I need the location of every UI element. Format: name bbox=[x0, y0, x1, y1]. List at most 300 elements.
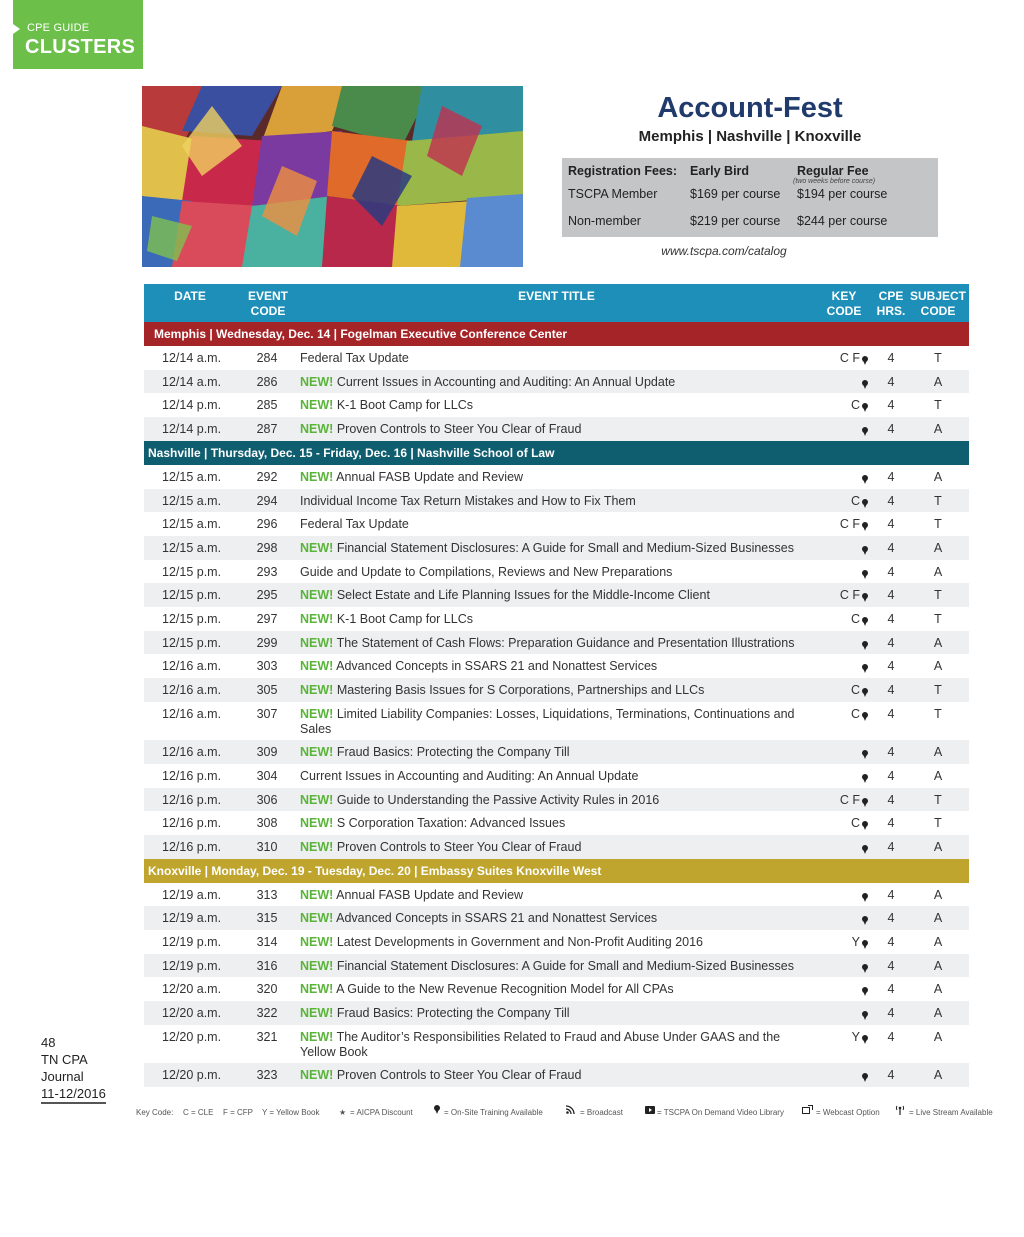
event-code: 321 bbox=[256, 1029, 278, 1044]
onsite-pin-icon bbox=[862, 987, 868, 996]
onsite-pin-icon bbox=[862, 798, 868, 807]
subject-code: T bbox=[934, 588, 942, 603]
new-badge: NEW! bbox=[300, 911, 334, 926]
section-header: Nashville | Thursday, Dec. 15 - Friday, Dec. 16 | Nashville School of Law bbox=[144, 441, 969, 465]
subject-code: T bbox=[934, 493, 942, 508]
subject-code: A bbox=[933, 635, 943, 650]
subject-code: T bbox=[934, 612, 942, 626]
new-badge: NEW! bbox=[300, 540, 334, 555]
event-title-text: Fraud Basics: Protecting the Company Till bbox=[336, 1006, 570, 1021]
new-badge: NEW! bbox=[300, 887, 334, 902]
onsite-pin-icon bbox=[862, 821, 868, 830]
fees-header-label: Registration Fees: bbox=[568, 164, 678, 178]
event-code: 294 bbox=[256, 493, 278, 508]
event-code: 286 bbox=[256, 374, 278, 389]
event-code: 287 bbox=[256, 422, 278, 437]
event-code: 303 bbox=[256, 659, 278, 674]
event-date: 12/14 a.m. bbox=[162, 351, 222, 365]
legend-onsite: = On-Site Training Available bbox=[444, 1108, 543, 1117]
fees-nonmember-early: $219 per course bbox=[690, 214, 781, 228]
subject-code: A bbox=[933, 982, 943, 997]
table-header bbox=[144, 284, 969, 322]
col-event-code: CODE bbox=[250, 304, 286, 318]
event-title-text: Guide to Understanding the Passive Activity Rules in 2016 bbox=[336, 792, 660, 807]
issue-date: 11-12/2016 bbox=[41, 1085, 106, 1104]
subject-code: A bbox=[933, 374, 943, 389]
event-title-text: Proven Controls to Steer You Clear of Fraud bbox=[336, 839, 582, 854]
new-badge: NEW! bbox=[300, 816, 334, 831]
subject-code: A bbox=[933, 540, 943, 555]
cpe-guide-tab bbox=[13, 0, 143, 69]
new-badge: NEW! bbox=[300, 659, 334, 674]
cpe-hours: 4 bbox=[887, 792, 895, 807]
event-title bbox=[300, 541, 810, 556]
key-code-text: C F bbox=[839, 792, 860, 807]
key-code bbox=[814, 793, 860, 808]
event-date: 12/15 a.m. bbox=[162, 540, 222, 555]
key-code bbox=[814, 351, 860, 366]
key-code bbox=[814, 517, 860, 532]
key-code bbox=[814, 707, 860, 722]
event-title bbox=[300, 769, 810, 784]
cpe-hours: 4 bbox=[887, 935, 895, 949]
section-header: Memphis | Wednesday, Dec. 14 | Fogelman Executive Conference Center bbox=[144, 322, 969, 346]
cpe-hours: 4 bbox=[887, 745, 895, 760]
event-title-text: Guide and Update to Compilations, Reviews and New Preparations bbox=[300, 564, 673, 579]
cpe-hours: 4 bbox=[887, 1068, 895, 1083]
legend-webcast: = Webcast Option bbox=[816, 1108, 880, 1117]
event-title bbox=[300, 375, 810, 390]
table-row[interactable] bbox=[144, 1001, 969, 1025]
onsite-pin-icon bbox=[862, 664, 868, 673]
legend-label: Key Code: bbox=[136, 1108, 174, 1117]
event-date: 12/16 a.m. bbox=[162, 683, 222, 698]
event-title bbox=[300, 707, 810, 737]
cpe-hours: 4 bbox=[887, 1006, 895, 1021]
key-code-text: C F bbox=[839, 588, 860, 603]
cpe-hours: 4 bbox=[887, 706, 895, 721]
onsite-pin-icon bbox=[862, 522, 868, 531]
key-code-text: Y bbox=[851, 1029, 860, 1044]
key-code-text: C bbox=[850, 683, 860, 698]
event-title-text: A Guide to the New Revenue Recognition Model for All CPAs bbox=[336, 982, 674, 997]
cpe-hours: 4 bbox=[887, 659, 895, 674]
cpe-hours: 4 bbox=[887, 635, 895, 650]
onsite-pin-icon bbox=[862, 845, 868, 854]
key-code bbox=[814, 816, 860, 831]
tab-label-large: CLUSTERS bbox=[25, 36, 136, 58]
table-row[interactable] bbox=[144, 1063, 969, 1087]
event-date: 12/14 a.m. bbox=[162, 374, 222, 389]
table-row[interactable] bbox=[144, 740, 969, 764]
table-row[interactable] bbox=[144, 1025, 969, 1063]
col-cpe-hrs: HRS. bbox=[876, 304, 906, 318]
new-badge: NEW! bbox=[300, 469, 334, 484]
event-title bbox=[300, 517, 810, 532]
event-title-text: Financial Statement Disclosures: A Guide for Small and Medium-Sized Businesses bbox=[336, 958, 794, 973]
subject-code: A bbox=[933, 839, 943, 854]
subject-code: A bbox=[933, 768, 943, 783]
cpe-hours: 4 bbox=[887, 540, 895, 555]
event-date: 12/16 a.m. bbox=[162, 659, 222, 674]
event-title-text: Proven Controls to Steer You Clear of Fraud bbox=[336, 422, 582, 437]
cpe-hours: 4 bbox=[887, 839, 895, 854]
event-title bbox=[300, 398, 810, 413]
legend-yellow-book: Y = Yellow Book bbox=[262, 1108, 320, 1117]
event-code: 284 bbox=[256, 351, 278, 365]
event-date: 12/16 p.m. bbox=[162, 839, 222, 854]
subject-code: A bbox=[933, 911, 943, 926]
event-code: 295 bbox=[256, 588, 278, 603]
cpe-hours: 4 bbox=[887, 588, 895, 603]
key-code bbox=[814, 935, 860, 950]
event-title-text: The Auditor’s Responsibilities Related to Fraud and Abuse Under GAAS and the Yellow Book bbox=[300, 1029, 781, 1059]
legend-aicpa: = AICPA Discount bbox=[350, 1108, 413, 1117]
subject-code: A bbox=[933, 1029, 943, 1044]
key-code bbox=[814, 683, 860, 698]
key-code-text: C F bbox=[839, 351, 860, 365]
event-title bbox=[300, 959, 810, 974]
cpe-hours: 4 bbox=[887, 374, 895, 389]
table-row[interactable] bbox=[144, 370, 969, 394]
table-row[interactable] bbox=[144, 465, 969, 489]
col-key: KEY bbox=[831, 289, 857, 303]
table-row[interactable] bbox=[144, 954, 969, 978]
onsite-pin-icon bbox=[862, 403, 868, 412]
broadcast-icon bbox=[566, 1105, 575, 1116]
key-code bbox=[814, 1030, 860, 1045]
webcast-icon bbox=[802, 1105, 813, 1117]
event-title-text: Mastering Basis Issues for S Corporations, Partnerships and LLCs bbox=[336, 683, 705, 698]
event-title bbox=[300, 659, 810, 674]
event-title-text: Annual FASB Update and Review bbox=[336, 887, 524, 902]
table-row[interactable] bbox=[144, 788, 969, 812]
event-title-text: K-1 Boot Camp for LLCs bbox=[336, 612, 473, 626]
subject-code: A bbox=[933, 1006, 943, 1021]
legend-cfp: F = CFP bbox=[223, 1108, 254, 1117]
event-title bbox=[300, 888, 810, 903]
fees-member-label: TSCPA Member bbox=[568, 187, 658, 201]
event-title-text: Latest Developments in Government and Non-Profit Auditing 2016 bbox=[336, 935, 703, 949]
onsite-pin-icon bbox=[862, 1073, 868, 1082]
onsite-pin-icon bbox=[862, 1035, 868, 1044]
subject-code: T bbox=[934, 816, 942, 831]
col-subject-code: CODE bbox=[920, 304, 956, 318]
registration-fees-box bbox=[562, 158, 938, 237]
col-event: EVENT bbox=[247, 289, 288, 303]
event-date: 12/14 p.m. bbox=[162, 422, 222, 437]
tab-label-small: CPE GUIDE bbox=[27, 22, 90, 34]
event-title bbox=[300, 745, 810, 760]
cpe-hours: 4 bbox=[887, 887, 895, 902]
onsite-pin-icon bbox=[862, 570, 868, 579]
event-title-text: Proven Controls to Steer You Clear of Fraud bbox=[336, 1068, 582, 1083]
event-title bbox=[300, 816, 810, 831]
key-code bbox=[814, 612, 860, 627]
onsite-pin-icon bbox=[862, 893, 868, 902]
table-row[interactable] bbox=[144, 930, 969, 954]
table-row[interactable] bbox=[144, 811, 969, 835]
event-date: 12/15 p.m. bbox=[162, 564, 222, 579]
onsite-pin-icon bbox=[862, 1011, 868, 1020]
event-code: 293 bbox=[256, 564, 278, 579]
event-date: 12/16 p.m. bbox=[162, 816, 222, 831]
event-code: 316 bbox=[256, 958, 278, 973]
cpe-hours: 4 bbox=[887, 958, 895, 973]
onsite-pin-icon bbox=[862, 380, 868, 389]
event-title bbox=[300, 793, 810, 808]
event-title bbox=[300, 1068, 810, 1083]
cpe-hours: 4 bbox=[887, 564, 895, 579]
subject-code: A bbox=[933, 564, 943, 579]
event-title bbox=[300, 683, 810, 698]
onsite-pin-icon bbox=[862, 356, 868, 365]
table-row[interactable] bbox=[144, 906, 969, 930]
col-date: DATE bbox=[174, 289, 206, 303]
event-code: 322 bbox=[256, 1006, 278, 1021]
onsite-pin-icon bbox=[862, 593, 868, 602]
page-title: Account-Fest bbox=[657, 92, 843, 124]
col-event-title: EVENT TITLE bbox=[518, 289, 595, 303]
table-row[interactable] bbox=[144, 607, 969, 631]
cpe-hours: 4 bbox=[887, 517, 895, 532]
event-date: 12/15 p.m. bbox=[162, 588, 222, 603]
event-title-text: Annual FASB Update and Review bbox=[336, 469, 524, 484]
event-title-text: Advanced Concepts in SSARS 21 and Nonattest Services bbox=[336, 659, 658, 674]
event-code: 285 bbox=[256, 398, 278, 413]
table-row[interactable] bbox=[144, 631, 969, 655]
new-badge: NEW! bbox=[300, 635, 334, 650]
event-title bbox=[300, 612, 810, 627]
event-date: 12/15 a.m. bbox=[162, 469, 222, 484]
event-date: 12/19 a.m. bbox=[162, 887, 222, 902]
event-code: 298 bbox=[256, 540, 278, 555]
key-code-text: C bbox=[850, 612, 860, 626]
event-code: 304 bbox=[256, 768, 278, 783]
fees-header-regular: Regular Fee bbox=[797, 164, 869, 178]
fees-nonmember-label: Non-member bbox=[568, 214, 641, 228]
cpe-hours: 4 bbox=[887, 911, 895, 926]
event-title-text: Advanced Concepts in SSARS 21 and Nonattest Services bbox=[336, 911, 658, 926]
table-row[interactable] bbox=[144, 883, 969, 907]
cpe-hours: 4 bbox=[887, 422, 895, 437]
event-date: 12/19 a.m. bbox=[162, 911, 222, 926]
onsite-pin-icon bbox=[862, 750, 868, 759]
event-title bbox=[300, 1006, 810, 1021]
subject-code: T bbox=[934, 398, 942, 413]
magazine-name: TN CPA bbox=[41, 1052, 88, 1067]
cpe-hours: 4 bbox=[887, 351, 895, 365]
table-row[interactable] bbox=[144, 764, 969, 788]
event-title bbox=[300, 636, 810, 651]
event-date: 12/15 a.m. bbox=[162, 517, 222, 532]
new-badge: NEW! bbox=[300, 839, 334, 854]
new-badge: NEW! bbox=[300, 706, 334, 721]
onsite-pin-icon bbox=[862, 617, 868, 626]
table-row[interactable] bbox=[144, 393, 969, 417]
new-badge: NEW! bbox=[300, 745, 334, 760]
table-row[interactable] bbox=[144, 346, 969, 370]
event-title bbox=[300, 911, 810, 926]
cpe-hours: 4 bbox=[887, 982, 895, 997]
subject-code: T bbox=[934, 351, 942, 365]
tab-arrow-icon bbox=[13, 24, 20, 34]
event-code: 292 bbox=[256, 469, 278, 484]
abstract-mosaic-image bbox=[142, 86, 523, 267]
key-code-text: C bbox=[850, 398, 860, 413]
event-date: 12/19 p.m. bbox=[162, 935, 222, 949]
event-code: 307 bbox=[256, 706, 278, 721]
subject-code: A bbox=[933, 469, 943, 484]
col-subject: SUBJECT bbox=[909, 289, 966, 303]
new-badge: NEW! bbox=[300, 374, 334, 389]
table-row[interactable] bbox=[144, 489, 969, 513]
onsite-pin-icon bbox=[862, 499, 868, 508]
event-code: 305 bbox=[256, 683, 278, 698]
table-row[interactable] bbox=[144, 512, 969, 536]
star-icon: ★ bbox=[339, 1108, 347, 1117]
key-code-text: Y bbox=[851, 935, 860, 949]
event-code: 313 bbox=[256, 887, 278, 902]
event-title bbox=[300, 982, 810, 997]
event-title-text: S Corporation Taxation: Advanced Issues bbox=[336, 816, 566, 831]
live-stream-icon bbox=[895, 1105, 905, 1117]
table-row[interactable] bbox=[144, 678, 969, 702]
table-row[interactable] bbox=[144, 977, 969, 1001]
event-date: 12/19 p.m. bbox=[162, 958, 222, 973]
subject-code: T bbox=[934, 792, 942, 807]
onsite-pin-icon bbox=[862, 641, 868, 650]
event-date: 12/16 p.m. bbox=[162, 792, 222, 807]
legend-video: = TSCPA On Demand Video Library bbox=[657, 1108, 784, 1117]
onsite-pin-icon bbox=[862, 427, 868, 436]
new-badge: NEW! bbox=[300, 612, 334, 626]
subject-code: T bbox=[934, 683, 942, 698]
new-badge: NEW! bbox=[300, 935, 334, 949]
key-code-text: C bbox=[850, 493, 860, 508]
table-row[interactable] bbox=[144, 835, 969, 859]
key-code bbox=[814, 494, 860, 509]
table-row[interactable] bbox=[144, 583, 969, 607]
event-title-text: Financial Statement Disclosures: A Guide for Small and Medium-Sized Businesses bbox=[336, 540, 794, 555]
event-date: 12/16 a.m. bbox=[162, 745, 222, 760]
new-badge: NEW! bbox=[300, 958, 334, 973]
fees-header-early: Early Bird bbox=[690, 164, 750, 178]
event-date: 12/14 p.m. bbox=[162, 398, 222, 413]
key-code bbox=[814, 398, 860, 413]
key-code bbox=[814, 588, 860, 603]
onsite-pin-icon bbox=[862, 940, 868, 949]
subject-code: A bbox=[933, 935, 943, 949]
event-date: 12/15 p.m. bbox=[162, 635, 222, 650]
event-code: 314 bbox=[256, 935, 278, 949]
cpe-hours: 4 bbox=[887, 683, 895, 698]
event-title-text: Select Estate and Life Planning Issues for the Middle-Income Client bbox=[336, 588, 710, 603]
event-code: 323 bbox=[256, 1068, 278, 1083]
subject-code: T bbox=[934, 706, 942, 721]
event-title-text: Current Issues in Accounting and Auditing: An Annual Update bbox=[336, 374, 676, 389]
event-title bbox=[300, 588, 810, 603]
event-title-text: Fraud Basics: Protecting the Company Till bbox=[336, 745, 570, 760]
event-title bbox=[300, 1030, 810, 1060]
event-code: 310 bbox=[256, 839, 278, 854]
section-header: Knoxville | Monday, Dec. 19 - Tuesday, Dec. 20 | Embassy Suites Knoxville West bbox=[144, 859, 969, 883]
event-code: 296 bbox=[256, 517, 278, 532]
video-icon bbox=[645, 1106, 655, 1116]
new-badge: NEW! bbox=[300, 1068, 334, 1083]
cpe-hours: 4 bbox=[887, 612, 895, 626]
cpe-hours: 4 bbox=[887, 816, 895, 831]
table-row[interactable] bbox=[144, 702, 969, 740]
subject-code: A bbox=[933, 887, 943, 902]
event-code: 306 bbox=[256, 792, 278, 807]
event-title bbox=[300, 470, 810, 485]
new-badge: NEW! bbox=[300, 398, 334, 413]
fees-member-regular: $194 per course bbox=[797, 187, 888, 201]
page-subtitle: Memphis | Nashville | Knoxville bbox=[638, 128, 862, 145]
event-date: 12/16 a.m. bbox=[162, 706, 222, 721]
table-row[interactable] bbox=[144, 560, 969, 584]
new-badge: NEW! bbox=[300, 1029, 334, 1044]
subject-code: A bbox=[933, 422, 943, 437]
new-badge: NEW! bbox=[300, 792, 334, 807]
subject-code: A bbox=[933, 1068, 943, 1083]
key-code-text: C bbox=[850, 816, 860, 831]
event-date: 12/20 p.m. bbox=[162, 1068, 222, 1083]
onsite-pin-icon bbox=[862, 964, 868, 973]
cpe-hours: 4 bbox=[887, 1029, 895, 1044]
event-date: 12/20 a.m. bbox=[162, 1006, 222, 1021]
fees-regular-note: (two weeks before course) bbox=[793, 178, 876, 185]
event-title-text: Limited Liability Companies: Losses, Liquidations, Terminations, Continuations and Sales bbox=[300, 706, 795, 736]
new-badge: NEW! bbox=[300, 982, 334, 997]
event-title bbox=[300, 494, 810, 509]
onsite-pin-icon bbox=[862, 916, 868, 925]
catalog-link[interactable]: www.tscpa.com/catalog bbox=[661, 244, 787, 258]
key-code-text: C bbox=[850, 706, 860, 721]
table-row[interactable] bbox=[144, 654, 969, 678]
col-cpe: CPE bbox=[878, 289, 904, 303]
event-title-text: Individual Income Tax Return Mistakes and How to Fix Them bbox=[300, 493, 636, 508]
subject-code: T bbox=[934, 517, 942, 532]
event-title-text: The Statement of Cash Flows: Preparation Guidance and Presentation Illustrations bbox=[336, 635, 795, 650]
event-title-text: Federal Tax Update bbox=[300, 351, 409, 365]
cpe-hours: 4 bbox=[887, 469, 895, 484]
onsite-pin-icon bbox=[862, 546, 868, 555]
magazine-name-2: Journal bbox=[41, 1069, 84, 1084]
event-code: 320 bbox=[256, 982, 278, 997]
event-date: 12/20 p.m. bbox=[162, 1029, 222, 1044]
subject-code: A bbox=[933, 659, 943, 674]
event-code: 308 bbox=[256, 816, 278, 831]
legend-cle: C = CLE bbox=[183, 1108, 214, 1117]
page-number: 48 bbox=[41, 1035, 56, 1050]
new-badge: NEW! bbox=[300, 1006, 334, 1021]
event-code: 299 bbox=[256, 635, 278, 650]
event-title-text: Federal Tax Update bbox=[300, 517, 409, 532]
event-date: 12/15 a.m. bbox=[162, 493, 222, 508]
fees-nonmember-regular: $244 per course bbox=[797, 214, 888, 228]
event-date: 12/15 p.m. bbox=[162, 612, 222, 626]
onsite-pin-icon bbox=[862, 774, 868, 783]
subject-code: A bbox=[933, 958, 943, 973]
event-date: 12/16 p.m. bbox=[162, 768, 222, 783]
table-row[interactable] bbox=[144, 417, 969, 441]
event-code: 315 bbox=[256, 911, 278, 926]
event-title-text: K-1 Boot Camp for LLCs bbox=[336, 398, 473, 413]
onsite-pin-icon bbox=[862, 475, 868, 484]
table-row[interactable] bbox=[144, 536, 969, 560]
